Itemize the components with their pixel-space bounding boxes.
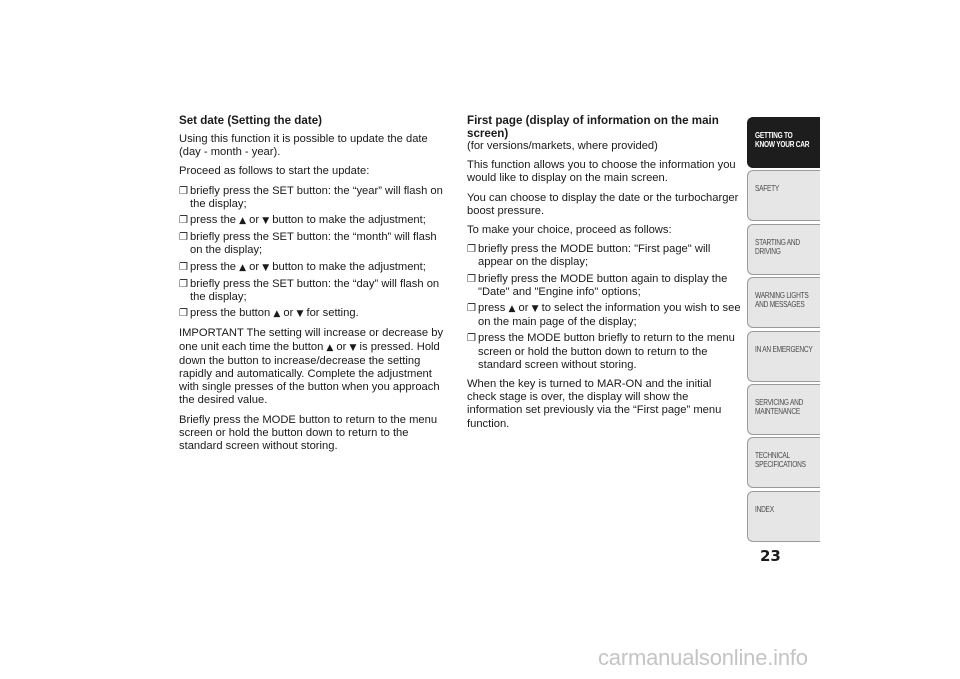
list-item: ❐ briefly press the MODE button: "First page" will appear on the display; [467,243,743,269]
paragraph-choice: You can choose to display the date or the turbocharger boost pressure. [467,191,739,217]
up-arrow-icon: ▲ [239,262,247,273]
tab-getting-to-know-your-car[interactable]: GETTING TO KNOW YOUR CAR [747,117,820,168]
step-list [467,243,743,372]
paragraph-closing: Briefly press the MODE button to return to the menu screen or hold the button down to return to the standard screen without storing. [179,413,438,453]
tab-safety[interactable]: SAFETY [747,170,820,221]
page-number: 23 [760,547,781,565]
watermark: carmanualsonline.info [598,645,808,670]
paragraph-proceed: To make your choice, proceed as follows: [467,224,672,237]
tab-servicing-and-maintenance[interactable]: SERVICING AND MAINTENANCE [747,384,820,435]
list-item: ❐ briefly press the SET button: the “year” will flash on the display; [179,185,451,211]
list-item: ❐ press the button ▲ or ▼ for setting. [179,307,451,321]
step-list [179,185,451,322]
list-item: ❐ briefly press the MODE button again to display the "Date" and "Engine info" options; [467,273,743,299]
paragraph-intro: This function allows you to choose the information you would like to display on the main screen. [467,159,736,185]
down-arrow-icon: ▼ [262,262,270,273]
down-arrow-icon: ▼ [349,342,357,353]
down-arrow-icon: ▼ [296,309,304,320]
list-item: ❐ briefly press the SET button: the “day” will flash on the display; [179,278,451,304]
paragraph-closing: When the key is turned to MAR-ON and the initial check stage is over, the display will show the information set previously via the “First page” menu function. [467,378,722,430]
down-arrow-icon: ▼ [262,216,270,227]
tab-in-an-emergency[interactable]: IN AN EMERGENCY [747,331,820,382]
down-arrow-icon: ▼ [531,304,539,315]
right-column [467,114,743,437]
up-arrow-icon: ▲ [273,309,281,320]
list-item: ❐ press the ▲ or ▼ button to make the adjustment; [179,214,451,228]
list-item: ❐ press ▲ or ▼ to select the information you wish to see on the main page of the display; [467,302,743,329]
paragraph-versions-note: (for versions/markets, where provided) [467,140,658,152]
paragraph-intro: Using this function it is possible to update the date (day - month - year). [179,133,428,159]
section-heading-first-page: First page (display of information on the main screen) [467,114,719,140]
list-item: ❐ briefly press the SET button: the “month” will flash on the display; [179,231,451,257]
paragraph-proceed: Proceed as follows to start the update: [179,165,370,178]
tab-index[interactable]: INDEX [747,491,820,542]
chapter-tabs [747,117,820,544]
list-item: ❐ press the ▲ or ▼ button to make the adjustment; [179,261,451,275]
up-arrow-icon: ▲ [326,342,334,353]
tab-technical-specifications[interactable]: TECHNICAL SPECIFICATIONS [747,437,820,488]
paragraph-important: IMPORTANT The setting will increase or decrease by one unit each time the button ▲ or ▼ is pressed. Hold down the button to increase/decrease the setting rapidly and automatically. Complete the adjustment with single presses of the button when you approach the desired value. [179,327,444,407]
list-item: ❐ press the MODE button briefly to return to the menu screen or hold the button down to return to the standard screen without storing. [467,332,743,372]
up-arrow-icon: ▲ [508,304,516,315]
tab-starting-and-driving[interactable]: STARTING AND DRIVING [747,224,820,275]
tab-warning-lights-and-messages[interactable]: WARNING LIGHTS AND MESSAGES [747,277,820,328]
left-column [179,114,451,459]
up-arrow-icon: ▲ [239,216,247,227]
section-heading-set-date: Set date (Setting the date) [179,114,323,127]
